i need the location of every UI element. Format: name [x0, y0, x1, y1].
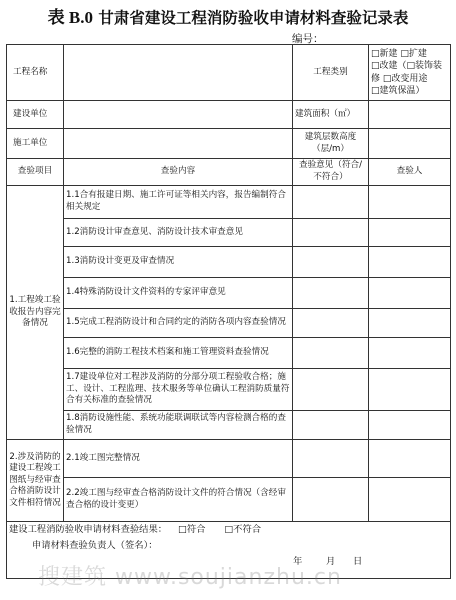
group-item: 2.涉及消防的建设工程竣工图纸与经审查合格消防设计文件相符情况: [7, 440, 64, 522]
construct-unit-row: [7, 129, 451, 159]
construct-unit-label: 施工单位: [7, 129, 64, 159]
check-content: 1.3消防设计变更及审查情况: [64, 247, 293, 278]
check-content: 1.5完成工程消防设计和合同约定的消防各项内容查验情况: [64, 309, 293, 338]
check-content: 1.7建设单位对工程涉及消防的分部分项工程验收合格；施工、设计、工程监理、技术服务等单位确认工程消防质量符合有关标准的查验情况: [64, 369, 293, 411]
project-name-value[interactable]: [64, 45, 293, 101]
project-name-label: 工程名称: [7, 45, 64, 101]
check-content: 2.1竣工图完整情况: [64, 440, 293, 478]
date-day: 日: [353, 556, 363, 567]
type-option[interactable]: 修 □改变用途: [371, 73, 428, 84]
project-type-options[interactable]: [369, 45, 451, 101]
check-opinion[interactable]: [293, 338, 369, 369]
table-row: [7, 219, 451, 247]
construct-unit-value[interactable]: [64, 129, 293, 159]
col-opinion: 查验意见（符合/不符合）: [293, 159, 369, 186]
table-row: [7, 411, 451, 440]
check-content: 2.2竣工图与经审查合格消防设计文件的符合情况（含经审查合格的设计变更）: [64, 478, 293, 522]
check-opinion[interactable]: [293, 186, 369, 219]
check-content: 1.4特殊消防设计文件资料的专家评审意见: [64, 278, 293, 309]
build-unit-value[interactable]: [64, 101, 293, 129]
check-opinion[interactable]: [293, 247, 369, 278]
check-inspector[interactable]: [369, 278, 451, 309]
check-opinion[interactable]: [293, 278, 369, 309]
check-inspector[interactable]: [369, 369, 451, 411]
check-content: 1.2消防设计审查意见、消防设计技术审查意见: [64, 219, 293, 247]
table-row: [7, 278, 451, 309]
area-value[interactable]: [369, 101, 451, 129]
column-header-row: [7, 159, 451, 186]
table-row: [7, 338, 451, 369]
check-inspector[interactable]: [369, 219, 451, 247]
project-name-row: [7, 45, 451, 101]
group-item: 1.工程竣工验收报告内容完备情况: [7, 186, 64, 440]
record-table: [6, 44, 451, 579]
title-code: 表 B.0: [47, 8, 93, 27]
date-month: 月: [326, 556, 336, 567]
col-item: 查验项目: [7, 159, 64, 186]
result-label: 建设工程消防验收申请材料查验结果：: [9, 524, 168, 535]
type-option[interactable]: □建筑保温）: [371, 85, 425, 96]
check-content: 1.1合有报建日期、施工许可证等相关内容，报告编制符合相关规定: [64, 186, 293, 219]
check-inspector[interactable]: [369, 478, 451, 522]
col-inspector: 查验人: [369, 159, 451, 186]
table-row: [7, 247, 451, 278]
floors-value[interactable]: [369, 129, 451, 159]
check-content: 1.8消防设施性能、系统功能联调联试等内容检测合格的查验情况: [64, 411, 293, 440]
check-inspector[interactable]: [369, 338, 451, 369]
check-inspector[interactable]: [369, 186, 451, 219]
check-opinion[interactable]: [293, 369, 369, 411]
col-content: 查验内容: [64, 159, 293, 186]
date-year: 年: [293, 556, 303, 567]
build-unit-row: [7, 101, 451, 129]
check-inspector[interactable]: [369, 247, 451, 278]
pass-option[interactable]: □符合: [178, 524, 206, 535]
check-inspector[interactable]: [369, 440, 451, 478]
fail-option[interactable]: □不符合: [224, 524, 262, 535]
area-label: 建筑面积（㎡）: [293, 101, 369, 129]
table-row: [7, 440, 451, 478]
watermark: 搜建筑 www.soujianzhu.cn: [38, 565, 342, 590]
check-opinion[interactable]: [293, 478, 369, 522]
number-label: 编号：: [292, 33, 324, 45]
table-row: [7, 478, 451, 522]
project-type-label: 工程类别: [293, 45, 369, 101]
check-inspector[interactable]: [369, 411, 451, 440]
type-option[interactable]: □改建（□装饰装: [371, 61, 443, 72]
table-row: [7, 186, 451, 219]
table-row: [7, 309, 451, 338]
build-unit-label: 建设单位: [7, 101, 64, 129]
floors-label: 建筑层数高度（层/m）: [293, 129, 369, 159]
check-opinion[interactable]: [293, 440, 369, 478]
check-content: 1.6完整的消防工程技术档案和施工管理资料查验情况: [64, 338, 293, 369]
type-option[interactable]: □新建 □扩建: [371, 49, 427, 60]
check-inspector[interactable]: [369, 309, 451, 338]
page-title: [0, 3, 456, 28]
signer-label: 申请材料查验负责人（签名）：: [32, 540, 158, 551]
title-text: 甘肃省建设工程消防验收申请材料查验记录表: [98, 9, 409, 27]
table-row: [7, 369, 451, 411]
check-opinion[interactable]: [293, 219, 369, 247]
check-opinion[interactable]: [293, 411, 369, 440]
check-opinion[interactable]: [293, 309, 369, 338]
